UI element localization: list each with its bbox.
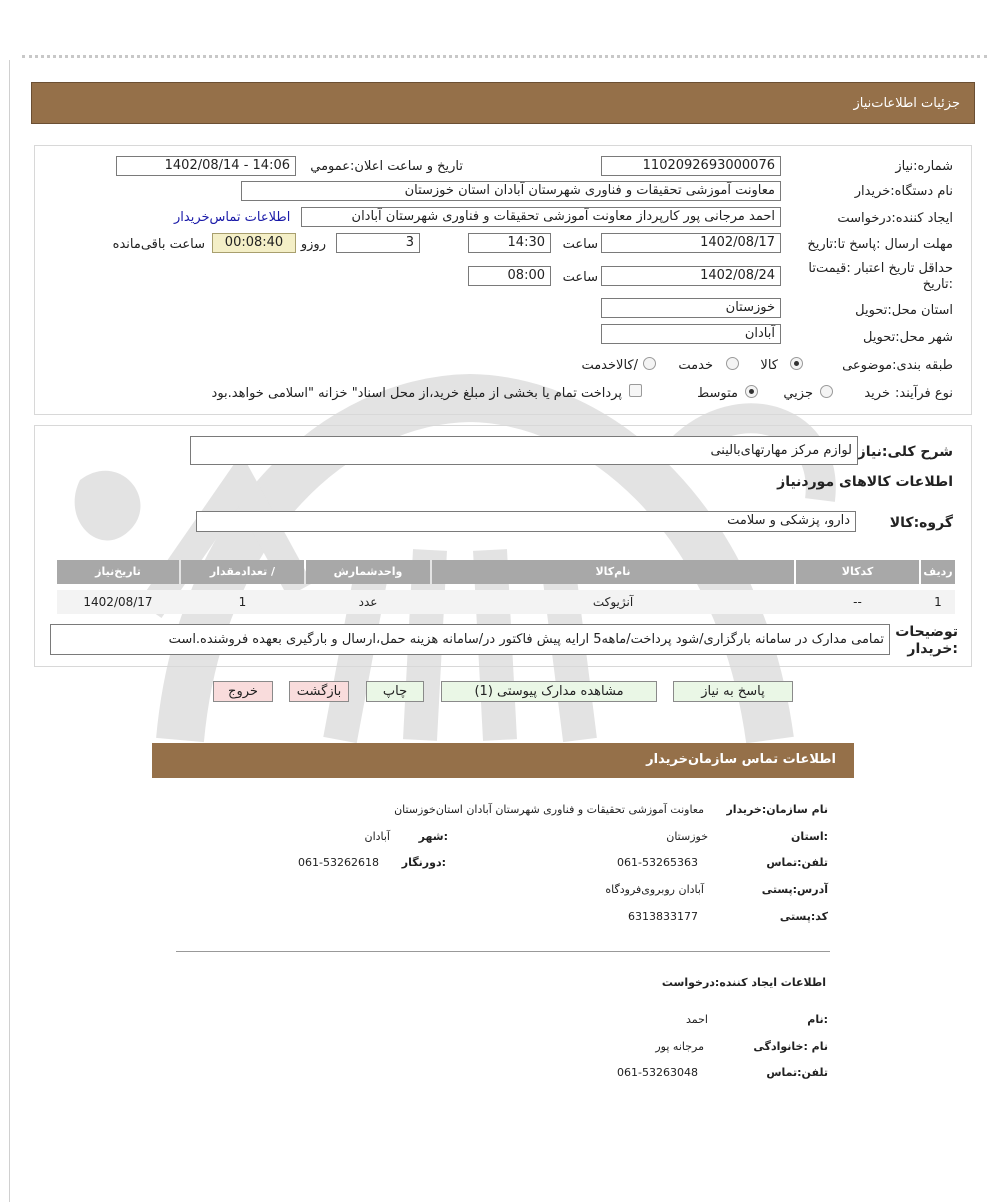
left-border [9,60,10,1202]
deadline-date-field: 1402/08/17 [601,233,781,253]
process-buy-label: خرید [864,386,890,401]
col-header-unit: واحدشمارش [306,560,430,584]
creator-family-label: نام :خانوادگی [753,1040,828,1053]
creator-phone-value: 061-53263048 [617,1066,698,1079]
creator-name-label: :نام [807,1013,828,1026]
contact-province-label: :استان [791,830,828,843]
goods-group-label: گروه:کالا [889,515,953,531]
col-header-row: ردیف [921,560,955,584]
creator-info-title: اطلاعات ایجاد کننده:درخواست [661,976,826,989]
cell-code: -- [853,595,862,609]
contact-postal-value: 6313833177 [628,910,698,923]
category-service-label: خدمت [678,358,713,373]
col-header-date: تاریخ‌نیاز [57,560,179,584]
creator-field: احمد مرجانی پور کارپرداز معاونت آموزشی تحقیقات و فناوری شهرستان آبادان [301,207,781,227]
announce-label: تاریخ و ساعت اعلان:عمومي [310,159,463,174]
contact-org-value: معاونت آموزشی تحقیقات و فناوری شهرستان آبادان استان‌خوزستان [394,803,704,816]
category-radio-goods[interactable] [790,357,803,370]
general-desc-label: شرح کلی:نیاز [857,444,953,460]
contact-phone-label: تلفن:تماس [766,856,828,869]
top-dotted-divider [22,55,987,58]
process-radio-minor[interactable] [820,385,833,398]
days-label: روزو [300,237,326,252]
remaining-time-field: 00:08:40 [212,233,296,253]
general-desc-field: لوازم مرکز مهارتهای‌بالینی [190,436,858,465]
col-header-code: کدکالا [796,560,919,584]
validity-date-field: 1402/08/24 [601,266,781,286]
validity-time-label: ساعت [562,270,598,285]
contact-fax-label: :دورنگار [401,856,446,869]
buyer-org-label: نام دستگاه:خریدار [854,184,953,199]
contact-city-label: :شهر [418,830,448,843]
category-radio-goods-service[interactable] [643,357,656,370]
announce-field: 1402/08/14 - 14:06 [116,156,296,176]
buyer-contact-link[interactable]: اطلاعات تماس‌خریدار [174,210,291,225]
contact-section-title: اطلاعات تماس سازمان‌خریدار [646,752,836,767]
print-button[interactable]: چاپ [366,681,424,702]
treasury-payment-checkbox[interactable] [629,384,642,397]
section-divider [176,951,830,952]
creator-name-value: احمد [686,1013,708,1026]
cell-row-number: 1 [934,595,942,609]
contact-phone-value: 061-53265363 [617,856,698,869]
city-field: آبادان [601,324,781,344]
need-number-field: 1102092693000076 [601,156,781,176]
category-label: طبقه بندی:موضوعی [842,358,953,373]
deadline-time-label: ساعت [562,237,598,252]
contact-postal-label: کد:پستی [779,910,828,923]
page-header-title: جزئیات اطلاعات‌نیاز [853,96,960,111]
creator-label: ایجاد کننده:درخواست [837,211,953,226]
cell-name: آنژیوکت [592,595,634,609]
process-radio-medium[interactable] [745,385,758,398]
contact-address-label: آدرس:پستی [761,883,828,896]
contact-province-value: خوزستان [666,830,708,843]
exit-button[interactable]: خروج [213,681,273,702]
attachments-button[interactable]: مشاهده مدارک پیوستی (1) [441,681,657,702]
goods-group-field: دارو، پزشکی و سلامت [196,511,856,532]
page-header-bar [31,82,975,124]
process-minor-label: جزیي [783,386,813,401]
cell-unit: عدد [358,595,378,609]
province-label: استان محل:تحویل [855,303,953,318]
treasury-payment-note: پرداخت تمام یا بخشی از مبلغ خرید،از محل اسناد" خزانه "اسلامی خواهد.بود [211,386,622,401]
category-goods-service-label: /کالاخدمت [581,358,638,373]
category-radio-service[interactable] [726,357,739,370]
city-label: شهر محل:تحویل [863,330,953,345]
buyer-org-field: معاونت آموزشی تحقیقات و فناوری شهرستان آبادان استان خوزستان [241,181,781,201]
creator-family-value: مرجانه پور [655,1040,704,1053]
back-button[interactable]: بازگشت [289,681,349,702]
process-medium-label: متوسط [697,386,738,401]
col-header-qty: / تعدادمقدار [181,560,304,584]
contact-section-header [152,743,854,778]
contact-city-value: آبادان [364,830,390,843]
deadline-label: مهلت ارسال :پاسخ تا:تاریخ [807,237,953,252]
category-goods-label: کالا [760,358,778,373]
contact-address-value: آبادان روبروی‌فرودگاه [605,883,704,896]
buyer-notes-field: تمامی مدارک در سامانه بارگزاری/شود پرداخت/ماهه5 ارایه پیش فاکتور در/سامانه هزینه حمل،ارسال و بارگیری بعهده فروشنده.است [50,624,890,655]
need-number-label: شماره:نیاز [895,159,953,174]
cell-date: 1402/08/17 [83,595,153,609]
goods-info-heading: اطلاعات کالاهای موردنیاز [777,474,953,490]
deadline-time-field: 14:30 [468,233,551,253]
cell-qty: 1 [238,595,247,609]
contact-org-label: نام سازمان:خریدار [726,803,828,816]
creator-phone-label: تلفن:تماس [766,1066,828,1079]
reply-button[interactable]: پاسخ به نیاز [673,681,793,702]
col-header-name: نام‌کالا [432,560,794,584]
contact-fax-value: 061-53262618 [298,856,379,869]
validity-time-field: 08:00 [468,266,551,286]
process-label: نوع فرآیند: [895,386,953,401]
remaining-label: ساعت باقی‌مانده [112,237,205,252]
validity-label: حداقل تاریخ اعتبار :قیمت‌تا :تاریخ [808,261,953,292]
days-field: 3 [336,233,420,253]
province-field: خوزستان [601,298,781,318]
buyer-notes-label: توضیحات :خریدار [895,624,958,657]
